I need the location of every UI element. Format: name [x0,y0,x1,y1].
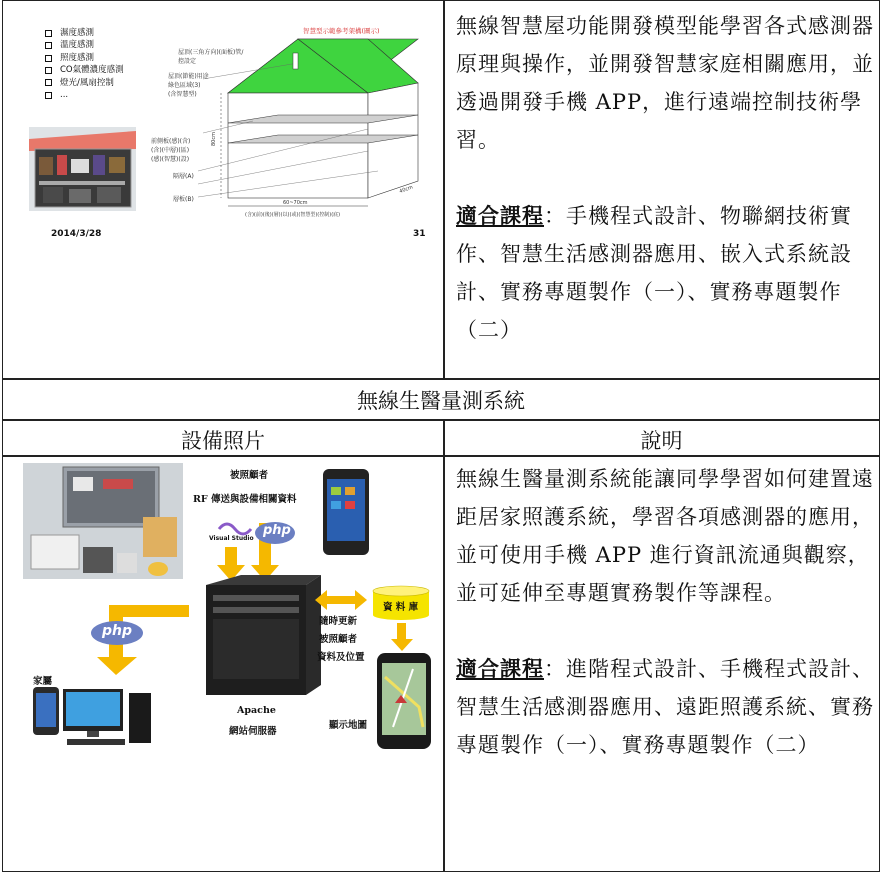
checklist-item [45,52,124,64]
checklist-label: 濕度感測 [60,28,95,38]
course-table [2,0,880,872]
rf-subtitle: RF 傳送與設備相關資料 [193,494,297,505]
checklist-item [45,77,124,89]
server-label: 網站伺服器 [229,726,277,737]
visual-studio-label: Visual Studio [209,535,254,542]
sync-label-2: 被照顧者 [319,634,358,645]
apache-label: Apache [237,705,276,716]
smart-home-courses [456,197,874,349]
database-label: 資 料 庫 [383,602,419,613]
smart-home-slide [3,1,443,378]
checkbox-icon [45,42,52,49]
course-label: 適合課程 [456,203,544,228]
checklist-label: 溫度感測 [60,40,95,51]
diagram-title: 智慧型示範參考架構(圖示) [303,27,380,35]
bio-desc-text: 無線生醫量測系統能讓同學學習如何建置遠距居家照護系統，學習各項感測器的應用，並可使用手機 APP 進行資訊流通與觀察，並可延伸至專題實務製作等課程。 [456,467,874,605]
sync-label-1: 隨時更新 [319,616,358,627]
family-label: 家屬 [33,676,53,687]
checkbox-icon [45,55,52,62]
sync-label-3: 資料及位置 [317,652,365,663]
slide-page-number: 31 [413,229,426,239]
divider-horizontal-1 [3,378,879,380]
rf-title: 被照顧者 [230,470,269,481]
roof-label: 屋頂(三角方向)(面板)管/控設定 [178,49,244,65]
bio-diagram [3,457,443,871]
bio-description [456,460,874,764]
sensor-checklist [45,27,124,101]
checklist-label: CO氣體濃度感測 [60,65,124,76]
header-photo: 設備照片 [181,429,265,453]
course-label: 適合課程 [456,656,544,681]
checkbox-icon [45,30,52,37]
checklist-label: 照度感測 [60,52,95,63]
divider-horizontal-2 [3,419,879,421]
course-list: ：進階程式設計、手機程式設計、智慧生活感測器應用、遠距照護系統、實務專題製作（一）、實務專題製作（二） [456,657,874,757]
depth-label: 40cm [398,184,414,195]
smart-home-photo [29,127,136,211]
smart-home-description [456,7,874,349]
smart-home-desc-text: 無線智慧屋功能開發模型能學習各式感測器原理與操作，並開發智慧家庭相關應用，並透過開發手機 APP，進行遠端控制技術學習。 [456,14,874,152]
checklist-item [45,64,124,76]
divider-vertical-top [443,1,445,378]
height-label: 80cm [211,132,217,146]
left-mid-label: 前側板(感)(含) (含)(中層)(區) (感)(智慧)(設) [151,138,191,163]
checklist-item [45,89,124,101]
section-title: 無線生醫量測系統 [357,389,525,413]
map-label: 顯示地圖 [329,720,368,731]
width-label: 60~70cm [283,200,308,206]
bottom-label: (含)(前)(後)(層)(以)(或)(智慧型)(控制)(底) [245,212,341,218]
checkbox-icon [45,92,52,99]
checklist-item [45,27,124,39]
checkbox-icon [45,79,52,86]
floor-a-label: 隔層(A) [173,173,194,180]
checklist-label: ... [60,90,69,101]
divider-vertical-bottom [443,419,445,871]
checklist-item [45,39,124,51]
slide-date: 2014/3/28 [51,229,102,239]
checkbox-icon [45,67,52,74]
php-logo-left: php [102,623,133,639]
course-list: ：手機程式設計、物聯網技術實作、智慧生活感測器應用、嵌入式系統設計、實務專題製作（一）、實務專題製作（二） [456,204,852,342]
checklist-label: 燈光/風扇控制 [60,77,114,88]
floor-b-label: 層板(B) [173,196,194,203]
bio-courses [456,650,874,764]
php-logo-top: php [263,523,291,538]
header-description: 說明 [640,429,683,453]
middle-label: 屋頂(節能)用途 綠色區域(3) (含智慧型) [168,73,209,98]
